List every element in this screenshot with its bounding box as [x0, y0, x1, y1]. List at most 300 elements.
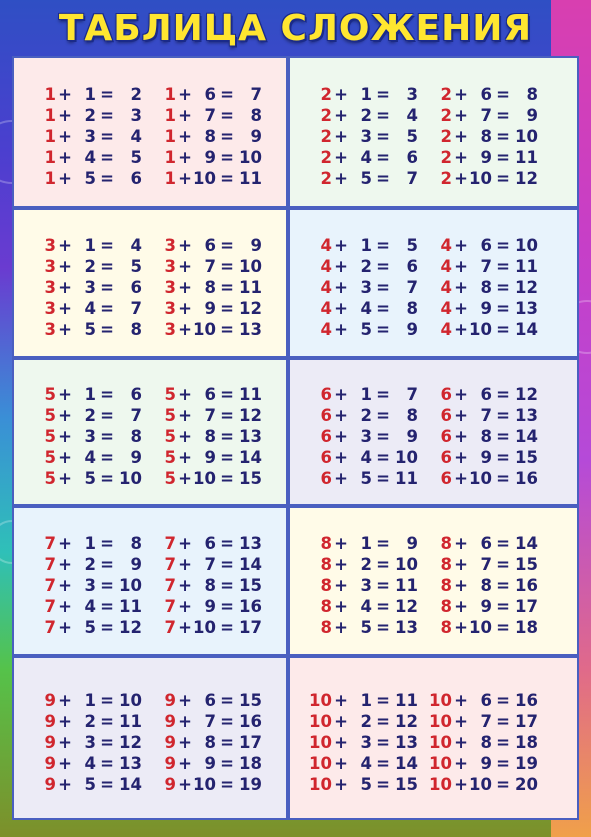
plus-sign: + — [334, 754, 348, 773]
equation — [306, 256, 426, 277]
first-addend: 7 — [164, 618, 176, 637]
sum: 10 — [395, 555, 418, 574]
equation — [306, 732, 426, 753]
equation — [306, 147, 426, 168]
equation — [426, 105, 546, 126]
second-addend: 4 — [360, 754, 372, 773]
sum: 4 — [406, 106, 418, 125]
equals-sign: = — [376, 754, 390, 773]
sum: 12 — [515, 278, 538, 297]
plus-sign: + — [334, 85, 348, 104]
equation — [30, 533, 150, 554]
first-addend: 2 — [320, 148, 332, 167]
second-addend: 3 — [360, 733, 372, 752]
plus-sign: + — [334, 775, 348, 794]
equation — [426, 298, 546, 319]
sum: 8 — [130, 320, 142, 339]
sum: 11 — [119, 597, 142, 616]
equals-sign: = — [220, 385, 234, 404]
sum: 9 — [406, 534, 418, 553]
equation — [306, 84, 426, 105]
second-addend: 10 — [193, 469, 216, 488]
second-addend: 2 — [84, 257, 96, 276]
second-addend: 8 — [480, 427, 492, 446]
sum: 11 — [239, 278, 262, 297]
plus-sign: + — [58, 597, 72, 616]
equals-sign: = — [100, 299, 114, 318]
second-addend: 9 — [204, 299, 216, 318]
second-addend: 10 — [469, 775, 492, 794]
second-addend: 8 — [480, 278, 492, 297]
equation — [150, 405, 270, 426]
equation — [150, 554, 270, 575]
second-addend: 8 — [204, 576, 216, 595]
first-addend: 5 — [164, 448, 176, 467]
first-addend: 1 — [44, 106, 56, 125]
sum: 15 — [515, 555, 538, 574]
second-addend: 4 — [360, 299, 372, 318]
equation — [150, 575, 270, 596]
plus-sign: + — [58, 257, 72, 276]
equation — [30, 575, 150, 596]
equals-sign: = — [496, 106, 510, 125]
first-addend: 9 — [44, 712, 56, 731]
first-addend: 8 — [440, 534, 452, 553]
plus-sign: + — [58, 236, 72, 255]
first-addend: 7 — [44, 555, 56, 574]
equation — [426, 426, 546, 447]
first-addend: 3 — [44, 278, 56, 297]
plus-sign: + — [334, 597, 348, 616]
plus-sign: + — [178, 733, 192, 752]
equation — [426, 405, 546, 426]
sum: 18 — [515, 733, 538, 752]
sum: 16 — [239, 712, 262, 731]
sum: 14 — [515, 427, 538, 446]
equals-sign: = — [220, 712, 234, 731]
equation — [30, 690, 150, 711]
equals-sign: = — [376, 775, 390, 794]
plus-sign: + — [178, 169, 192, 188]
first-addend: 6 — [440, 427, 452, 446]
panel-7 — [12, 506, 288, 656]
plus-sign: + — [454, 555, 468, 574]
equals-sign: = — [100, 448, 114, 467]
first-addend: 6 — [440, 448, 452, 467]
second-addend: 3 — [84, 576, 96, 595]
sum: 14 — [515, 320, 538, 339]
first-addend: 9 — [164, 712, 176, 731]
first-addend: 10 — [429, 733, 452, 752]
second-addend: 7 — [480, 712, 492, 731]
second-addend: 7 — [480, 106, 492, 125]
sum: 16 — [239, 597, 262, 616]
first-addend: 5 — [164, 406, 176, 425]
equation — [30, 298, 150, 319]
second-addend: 3 — [84, 733, 96, 752]
sum: 10 — [395, 448, 418, 467]
sum: 11 — [239, 385, 262, 404]
second-addend: 8 — [480, 733, 492, 752]
equation — [150, 319, 270, 340]
first-addend: 9 — [164, 754, 176, 773]
first-addend: 5 — [44, 427, 56, 446]
equals-sign: = — [100, 534, 114, 553]
plus-sign: + — [178, 278, 192, 297]
plus-sign: + — [334, 427, 348, 446]
second-addend: 9 — [480, 597, 492, 616]
equation — [306, 774, 426, 795]
equation — [150, 711, 270, 732]
plus-sign: + — [178, 448, 192, 467]
first-addend: 6 — [320, 406, 332, 425]
first-addend: 3 — [164, 320, 176, 339]
equation — [150, 277, 270, 298]
sum: 6 — [130, 169, 142, 188]
sum: 13 — [395, 618, 418, 637]
second-addend: 5 — [360, 320, 372, 339]
first-addend: 6 — [320, 469, 332, 488]
first-addend: 9 — [164, 775, 176, 794]
plus-sign: + — [178, 712, 192, 731]
second-addend: 6 — [480, 691, 492, 710]
sum: 7 — [130, 406, 142, 425]
first-addend: 5 — [44, 448, 56, 467]
equation — [306, 235, 426, 256]
second-addend: 7 — [480, 257, 492, 276]
equation — [30, 732, 150, 753]
equals-sign: = — [100, 754, 114, 773]
equation — [150, 468, 270, 489]
equals-sign: = — [100, 236, 114, 255]
equals-sign: = — [496, 597, 510, 616]
equals-sign: = — [496, 618, 510, 637]
equals-sign: = — [376, 299, 390, 318]
plus-sign: + — [58, 555, 72, 574]
first-addend: 10 — [429, 754, 452, 773]
equals-sign: = — [496, 754, 510, 773]
first-addend: 6 — [440, 406, 452, 425]
equation — [306, 298, 426, 319]
sum: 9 — [526, 106, 538, 125]
first-addend: 8 — [440, 618, 452, 637]
equals-sign: = — [100, 257, 114, 276]
equals-sign: = — [376, 257, 390, 276]
sum: 12 — [395, 712, 418, 731]
plus-sign: + — [58, 534, 72, 553]
second-addend: 1 — [84, 534, 96, 553]
equation — [426, 732, 546, 753]
equation — [306, 468, 426, 489]
sum: 13 — [515, 299, 538, 318]
equals-sign: = — [496, 85, 510, 104]
second-addend: 7 — [204, 257, 216, 276]
equals-sign: = — [100, 576, 114, 595]
sum: 8 — [406, 299, 418, 318]
first-addend: 7 — [44, 534, 56, 553]
second-addend: 2 — [84, 406, 96, 425]
second-addend: 6 — [480, 85, 492, 104]
plus-sign: + — [454, 406, 468, 425]
equals-sign: = — [376, 427, 390, 446]
plus-sign: + — [58, 618, 72, 637]
second-addend: 4 — [84, 148, 96, 167]
equation — [30, 256, 150, 277]
plus-sign: + — [58, 733, 72, 752]
second-addend: 8 — [204, 733, 216, 752]
sum: 12 — [239, 299, 262, 318]
equation — [306, 168, 426, 189]
first-addend: 5 — [164, 385, 176, 404]
equation — [306, 105, 426, 126]
sum: 6 — [406, 148, 418, 167]
second-addend: 6 — [204, 236, 216, 255]
sum: 15 — [239, 576, 262, 595]
equation — [306, 277, 426, 298]
equation — [30, 84, 150, 105]
sum: 12 — [515, 169, 538, 188]
addition-table-grid — [12, 56, 579, 820]
sum: 10 — [239, 148, 262, 167]
first-addend: 3 — [44, 257, 56, 276]
panel-6 — [288, 358, 579, 506]
equals-sign: = — [376, 278, 390, 297]
second-addend: 10 — [469, 169, 492, 188]
plus-sign: + — [334, 555, 348, 574]
equals-sign: = — [100, 106, 114, 125]
equals-sign: = — [100, 691, 114, 710]
equals-sign: = — [376, 469, 390, 488]
second-addend: 7 — [480, 406, 492, 425]
sum: 10 — [239, 257, 262, 276]
plus-sign: + — [58, 406, 72, 425]
second-addend: 5 — [84, 775, 96, 794]
equation — [426, 447, 546, 468]
second-addend: 1 — [84, 85, 96, 104]
plus-sign: + — [454, 775, 468, 794]
second-addend: 3 — [360, 278, 372, 297]
plus-sign: + — [454, 712, 468, 731]
sum: 6 — [130, 385, 142, 404]
equation — [306, 711, 426, 732]
sum: 5 — [130, 148, 142, 167]
equals-sign: = — [220, 148, 234, 167]
plus-sign: + — [178, 618, 192, 637]
sum: 9 — [250, 236, 262, 255]
equals-sign: = — [220, 406, 234, 425]
sum: 8 — [130, 427, 142, 446]
equation — [150, 126, 270, 147]
plus-sign: + — [454, 618, 468, 637]
equals-sign: = — [220, 691, 234, 710]
first-addend: 3 — [164, 299, 176, 318]
second-addend: 6 — [204, 534, 216, 553]
equation — [30, 447, 150, 468]
equals-sign: = — [220, 127, 234, 146]
second-addend: 7 — [204, 106, 216, 125]
equation — [150, 690, 270, 711]
plus-sign: + — [178, 148, 192, 167]
plus-sign: + — [178, 257, 192, 276]
first-addend: 8 — [440, 597, 452, 616]
equals-sign: = — [100, 712, 114, 731]
second-addend: 9 — [480, 448, 492, 467]
first-addend: 4 — [320, 278, 332, 297]
first-addend: 1 — [44, 148, 56, 167]
sum: 7 — [406, 169, 418, 188]
equals-sign: = — [496, 427, 510, 446]
sum: 14 — [515, 534, 538, 553]
plus-sign: + — [334, 618, 348, 637]
first-addend: 3 — [44, 299, 56, 318]
plus-sign: + — [454, 534, 468, 553]
first-addend: 2 — [320, 169, 332, 188]
equation — [426, 468, 546, 489]
equals-sign: = — [220, 448, 234, 467]
equals-sign: = — [100, 127, 114, 146]
equation — [426, 147, 546, 168]
sum: 15 — [239, 469, 262, 488]
equals-sign: = — [220, 534, 234, 553]
sum: 16 — [515, 576, 538, 595]
plus-sign: + — [454, 427, 468, 446]
second-addend: 10 — [193, 618, 216, 637]
equals-sign: = — [220, 775, 234, 794]
first-addend: 6 — [440, 469, 452, 488]
plus-sign: + — [178, 385, 192, 404]
plus-sign: + — [454, 169, 468, 188]
equation — [30, 596, 150, 617]
second-addend: 5 — [84, 320, 96, 339]
sum: 12 — [239, 406, 262, 425]
equation — [30, 468, 150, 489]
sum: 15 — [395, 775, 418, 794]
equation — [150, 447, 270, 468]
equals-sign: = — [496, 775, 510, 794]
panel-3 — [12, 208, 288, 358]
first-addend: 10 — [309, 775, 332, 794]
equation — [150, 235, 270, 256]
second-addend: 3 — [84, 278, 96, 297]
first-addend: 3 — [164, 236, 176, 255]
sum: 17 — [515, 712, 538, 731]
first-addend: 8 — [320, 618, 332, 637]
first-addend: 5 — [164, 427, 176, 446]
page-title: ТАБЛИЦА СЛОЖЕНИЯ — [58, 8, 533, 49]
equation — [306, 426, 426, 447]
equals-sign: = — [376, 236, 390, 255]
plus-sign: + — [178, 691, 192, 710]
equation — [426, 168, 546, 189]
equals-sign: = — [496, 257, 510, 276]
first-addend: 10 — [309, 691, 332, 710]
equation — [150, 256, 270, 277]
second-addend: 1 — [360, 385, 372, 404]
second-addend: 6 — [204, 691, 216, 710]
equals-sign: = — [376, 127, 390, 146]
equation — [426, 690, 546, 711]
equals-sign: = — [100, 320, 114, 339]
first-addend: 1 — [44, 85, 56, 104]
plus-sign: + — [334, 148, 348, 167]
sum: 15 — [515, 448, 538, 467]
equals-sign: = — [376, 169, 390, 188]
equals-sign: = — [220, 597, 234, 616]
second-addend: 1 — [84, 691, 96, 710]
second-addend: 10 — [193, 775, 216, 794]
plus-sign: + — [58, 299, 72, 318]
sum: 14 — [119, 775, 142, 794]
second-addend: 6 — [480, 534, 492, 553]
equals-sign: = — [220, 299, 234, 318]
first-addend: 10 — [309, 733, 332, 752]
equals-sign: = — [100, 618, 114, 637]
plus-sign: + — [178, 427, 192, 446]
equals-sign: = — [496, 385, 510, 404]
sum: 17 — [239, 733, 262, 752]
sum: 8 — [250, 106, 262, 125]
sum: 12 — [395, 597, 418, 616]
sum: 7 — [406, 385, 418, 404]
first-addend: 10 — [429, 691, 452, 710]
sum: 10 — [119, 469, 142, 488]
sum: 8 — [130, 534, 142, 553]
equation — [426, 575, 546, 596]
second-addend: 6 — [204, 85, 216, 104]
second-addend: 8 — [480, 576, 492, 595]
equation — [150, 147, 270, 168]
equation — [426, 84, 546, 105]
equation — [150, 168, 270, 189]
first-addend: 7 — [164, 534, 176, 553]
plus-sign: + — [334, 278, 348, 297]
plus-sign: + — [178, 320, 192, 339]
equation — [306, 690, 426, 711]
plus-sign: + — [454, 385, 468, 404]
sum: 12 — [515, 385, 538, 404]
plus-sign: + — [58, 691, 72, 710]
sum: 8 — [526, 85, 538, 104]
first-addend: 4 — [320, 236, 332, 255]
second-addend: 1 — [84, 236, 96, 255]
second-addend: 2 — [360, 106, 372, 125]
equation — [30, 126, 150, 147]
first-addend: 3 — [44, 236, 56, 255]
first-addend: 10 — [309, 754, 332, 773]
equals-sign: = — [376, 691, 390, 710]
equals-sign: = — [376, 712, 390, 731]
first-addend: 5 — [44, 385, 56, 404]
sum: 6 — [130, 278, 142, 297]
equation — [150, 774, 270, 795]
equals-sign: = — [376, 534, 390, 553]
equation — [150, 384, 270, 405]
plus-sign: + — [178, 597, 192, 616]
plus-sign: + — [58, 278, 72, 297]
equals-sign: = — [220, 85, 234, 104]
equals-sign: = — [100, 85, 114, 104]
first-addend: 7 — [164, 597, 176, 616]
first-addend: 1 — [44, 127, 56, 146]
plus-sign: + — [454, 320, 468, 339]
sum: 8 — [406, 406, 418, 425]
equals-sign: = — [496, 691, 510, 710]
sum: 14 — [239, 555, 262, 574]
plus-sign: + — [454, 469, 468, 488]
second-addend: 3 — [360, 576, 372, 595]
equals-sign: = — [496, 555, 510, 574]
second-addend: 6 — [204, 385, 216, 404]
